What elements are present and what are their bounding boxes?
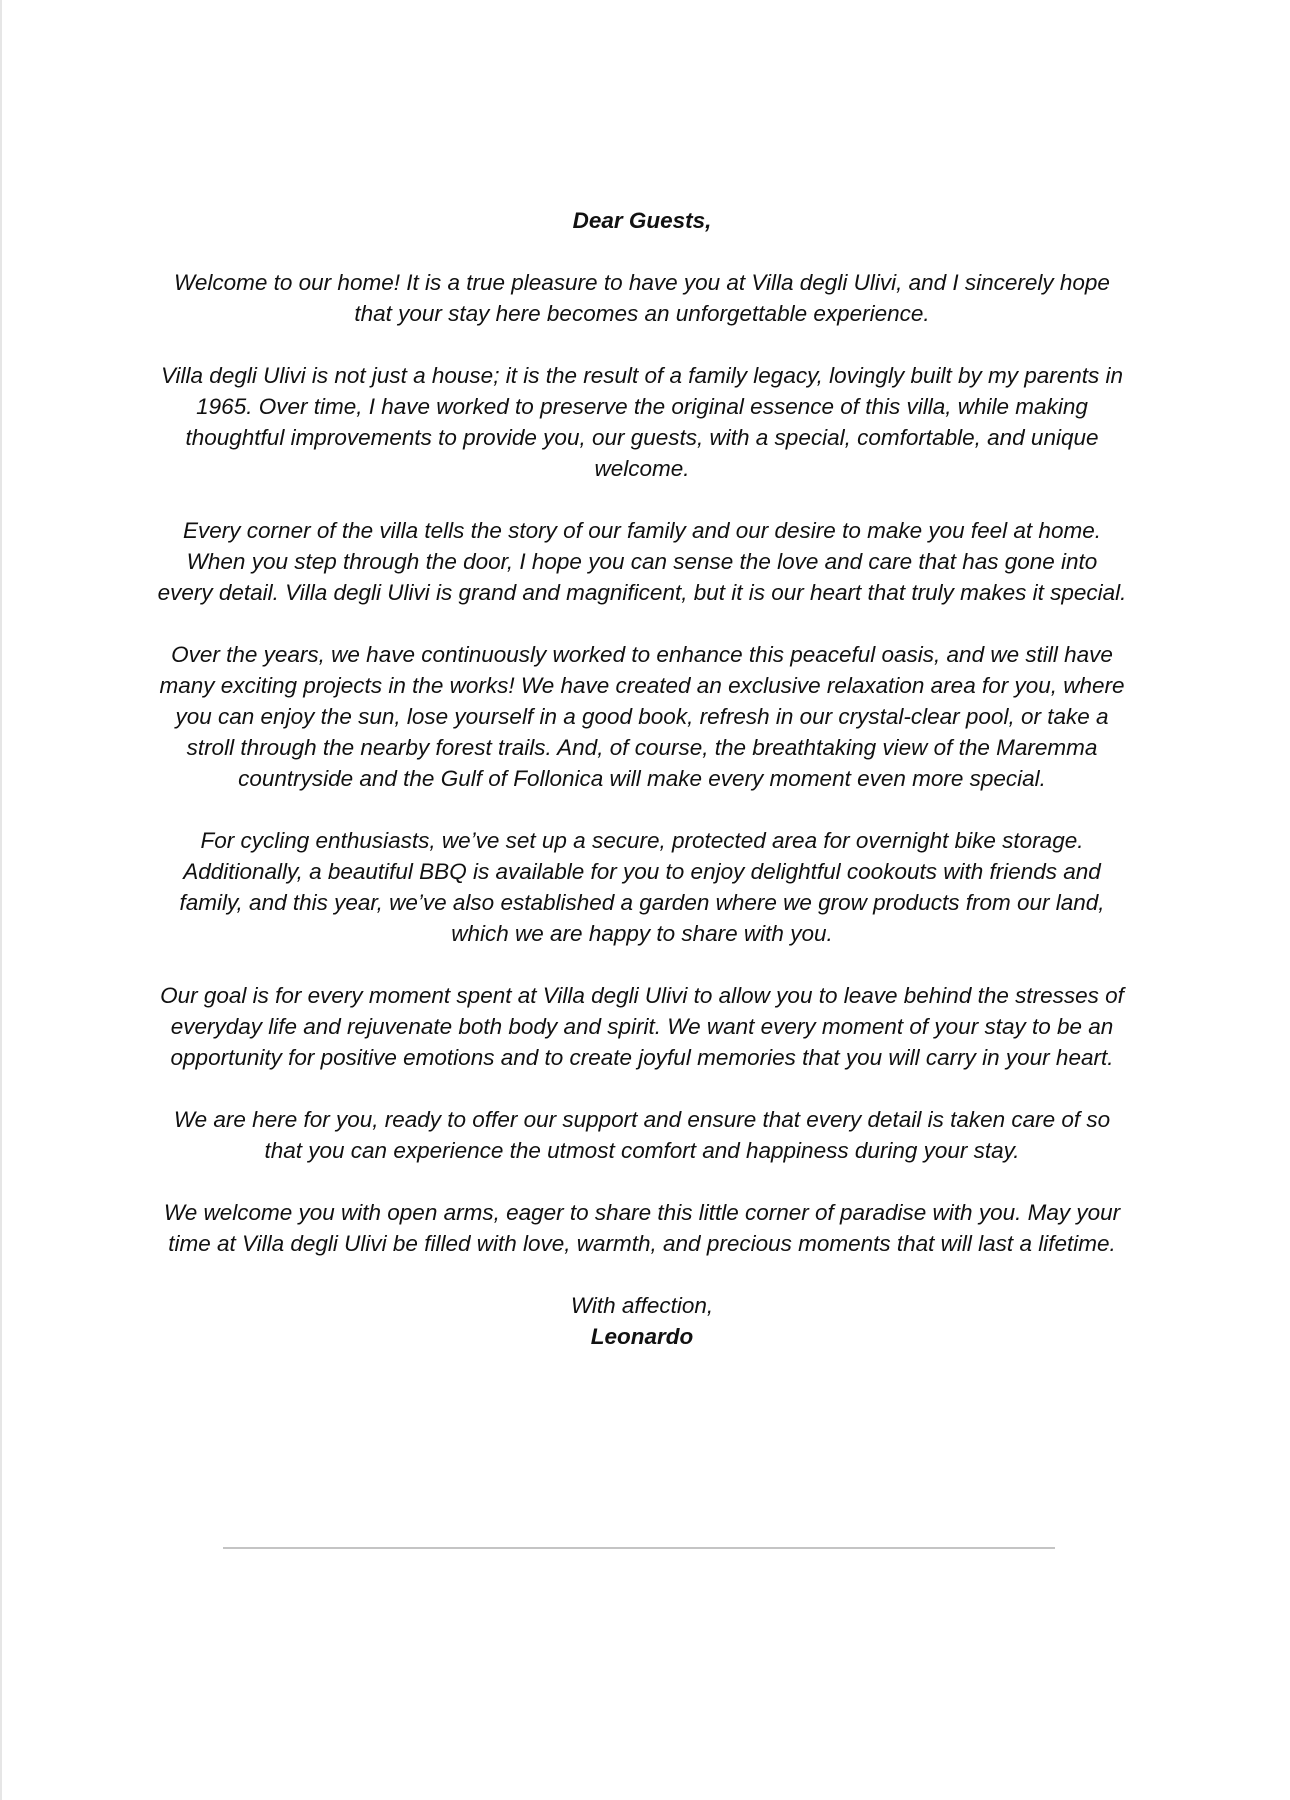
welcome-letter — [157, 205, 1127, 1352]
paragraph-relaxation-area: Over the years, we have continuously worked to enhance this peaceful oasis, and we still have many exciting projects in the works! We have created an exclusive relaxation area for you, where you can enjoy the sun, lose yourself in a good book, refresh in our crystal-clear pool, or take a stroll through the nearby forest trails. And, of course, the breathtaking view of the Maremma countryside and the Gulf of Follonica will make every moment even more special. — [159, 642, 1125, 791]
paragraph-amenities: For cycling enthusiasts, we’ve set up a secure, protected area for overnight bike storage. Additionally, a beautiful BBQ is available for you to enjoy delightful cookouts with friends and family, and this year, we’ve also established a garden where we grow products from our land, which we are happy to share with you. — [179, 828, 1105, 946]
closing: With affection, — [570, 1293, 714, 1318]
paragraph-goal: Our goal is for every moment spent at Villa degli Ulivi to allow you to leave behind the stresses of everyday life and rejuvenate both body and spirit. We want every moment of your stay to be an opportunity for positive emotions and to create joyful memories that you will carry in your heart. — [160, 983, 1124, 1070]
signature: Leonardo — [590, 1324, 694, 1349]
salutation: Dear Guests, — [572, 208, 712, 233]
footer-divider — [223, 1547, 1055, 1549]
paragraph-villa-story: Every corner of the villa tells the story of our family and our desire to make you feel at home. When you step through the door, I hope you can sense the love and care that has gone into every detail. Villa degli Ulivi is grand and magnificent, but it is our heart that truly makes it special. — [157, 518, 1127, 605]
paragraph-farewell: We welcome you with open arms, eager to share this little corner of paradise with you. May your time at Villa degli Ulivi be filled with love, warmth, and precious moments that will last a lifetime. — [163, 1200, 1121, 1256]
paragraph-family-legacy: Villa degli Ulivi is not just a house; it is the result of a family legacy, lovingly built by my parents in 1965. Over time, I have worked to preserve the original essence of this villa, while making thoughtful improvements to provide you, our guests, with a special, comfortable, and unique welcome. — [160, 363, 1124, 481]
paragraph-support: We are here for you, ready to offer our support and ensure that every detail is taken care of so that you can experience the utmost comfort and happiness during your stay. — [173, 1107, 1111, 1163]
paragraph-welcome: Welcome to our home! It is a true pleasure to have you at Villa degli Ulivi, and I sincerely hope that your stay here becomes an unforgettable experience. — [174, 270, 1110, 326]
